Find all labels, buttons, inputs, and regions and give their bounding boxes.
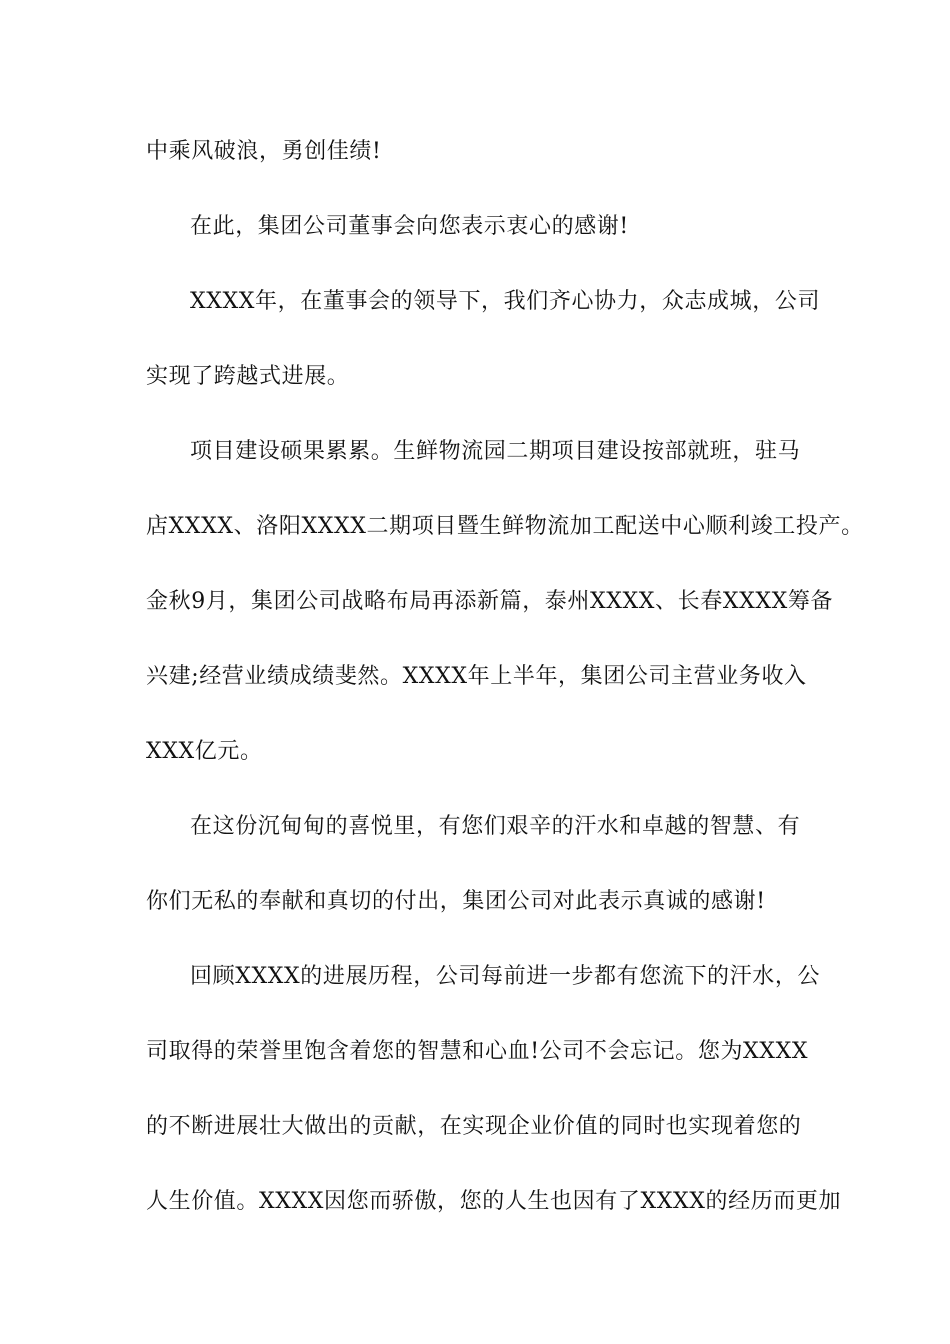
text-line: 店XXXX、洛阳XXXX二期项目暨生鲜物流加工配送中心顺利竣工投产。 — [146, 514, 864, 539]
text-line: 人生价值。XXXX因您而骄傲，您的人生也因有了XXXX的经历而更加 — [146, 1189, 842, 1214]
text-line: 中乘风破浪，勇创佳绩! — [146, 139, 382, 164]
text-line: 司取得的荣誉里饱含着您的智慧和心血!公司不会忘记。您为XXXX — [146, 1039, 809, 1064]
text-line: 回顾XXXX的进展历程，公司每前进一步都有您流下的汗水，公 — [190, 964, 821, 989]
text-line: 在这份沉甸甸的喜悦里，有您们艰辛的汗水和卓越的智慧、有 — [190, 814, 801, 839]
text-line: XXX亿元。 — [146, 739, 263, 764]
text-line: 的不断进展壮大做出的贡献，在实现企业价值的同时也实现着您的 — [146, 1114, 802, 1139]
text-line: XXXX年，在董事会的领导下，我们齐心协力，众志成城，公司 — [190, 289, 821, 314]
text-line: 你们无私的奉献和真切的付出，集团公司对此表示真诚的感谢! — [146, 889, 766, 914]
text-line: 项目建设硕果累累。生鲜物流园二期项目建设按部就班，驻马 — [190, 439, 801, 464]
text-line: 实现了跨越式进展。 — [146, 364, 350, 389]
text-line: 兴建;经营业绩成绩斐然。XXXX年上半年，集团公司主营业务收入 — [146, 664, 807, 689]
text-line: 金秋9月，集团公司战略布局再添新篇，泰州XXXX、长春XXXX筹备 — [146, 589, 834, 614]
text-line: 在此，集团公司董事会向您表示衷心的感谢! — [190, 214, 629, 239]
